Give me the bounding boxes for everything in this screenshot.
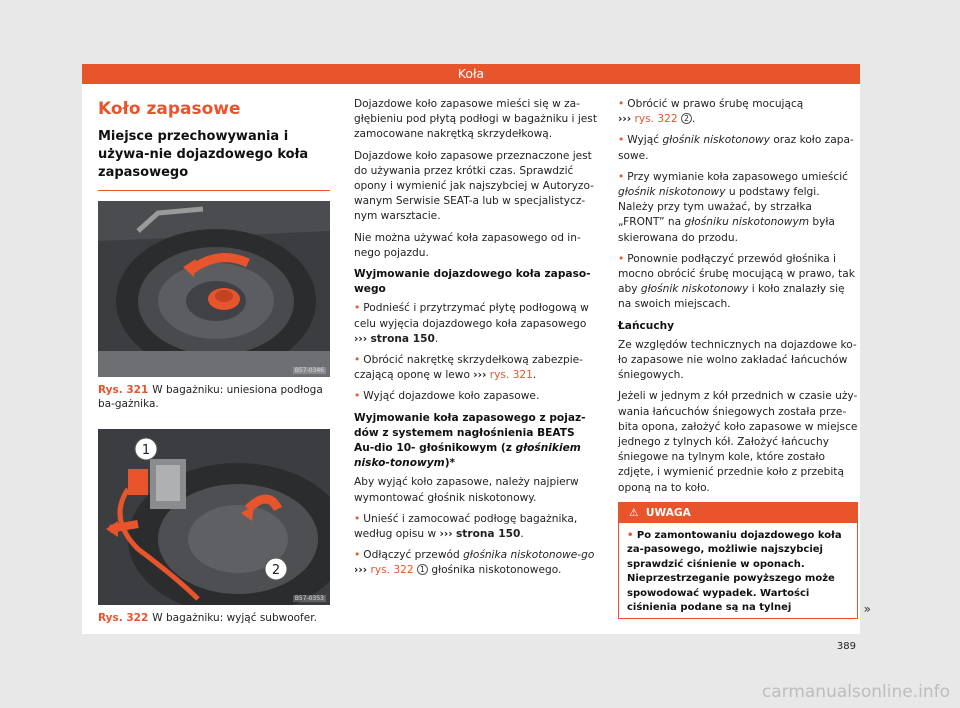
warning-icon: ⚠: [629, 506, 639, 519]
xref-link[interactable]: ›››: [439, 528, 453, 541]
list-item: • Przy wymianie koła zapasowego umieścić głośnik niskotonowy u podstawy felgi. Należy przy tym uważać, by strzałka „FRONT” na głośniku niskotonowym była skierowana do przodu.: [618, 170, 848, 244]
chapter-header: Koła: [82, 64, 860, 84]
paragraph: Dojazdowe koło zapasowe mieści się w za-głębieniu pod płytą podłogi w bagażniku i jest zamocowane nakrętką skrzydełkową.: [354, 98, 597, 141]
figure-caption: [98, 383, 330, 411]
xref-link[interactable]: rys. 322: [370, 564, 414, 577]
xref-link[interactable]: rys. 322: [634, 113, 678, 126]
watermark: carmanualsonline.info: [761, 682, 950, 702]
paragraph: Jeżeli w jednym z kół przednich w czasie uży-wania łańcuchów śniegowych została prze-bita opona, założyć koło zapasowe w miejsce jednego z tylnych kół. Założyć łańcuchy śniegowe na tylnym kole, które zostało zdjęte, i wymienić przednie koło z przebitą oponą na to koło.: [618, 390, 858, 494]
page-number: 389: [836, 641, 856, 652]
figure-code: B57-0346: [294, 367, 324, 374]
list-item: • Wyjąć głośnik niskotonowy oraz koło zapa-sowe.: [618, 134, 854, 162]
paragraph: Ze względów technicznych na dojazdowe ko-ło zapasowe nie wolno zakładać łańcuchów śniegowych.: [618, 338, 857, 382]
list-item: • Obrócić nakrętkę skrzydełkową zabezpie-czającą oponę w lewo ››› rys. 321.: [354, 354, 583, 382]
list-item: • Ponownie podłączyć przewód głośnika i mocno obrócić śrubę mocującą w prawo, tak aby głośnik niskotonowy i koło znalazły się na swoich miejscach.: [618, 252, 855, 311]
list-item: • Obrócić w prawo śrubę mocującą ››› rys. 322 2 .: [618, 98, 804, 126]
figure-number: Rys. 322: [98, 612, 149, 624]
callout-marker: 1: [417, 564, 428, 575]
step-heading: Wyjmowanie koła zapasowego z pojaz-dów z systemem nagłośnienia BEATS Au-dio 10- głośnikowym (z głośnikiem nisko-tonowym)*: [354, 411, 586, 470]
warning-body: • Po zamontowaniu dojazdowego koła za-pasowego, możliwie najszybciej sprawdzić ciśnienie w oponach. Nieprzestrzeganie powyższego może spowodować wypadek. Wartości ciśnienia podane są na tylnej: [627, 529, 842, 614]
list-item: • Wyjąć dojazdowe koło zapasowe.: [354, 390, 540, 403]
marker-2: 2: [271, 563, 281, 578]
list-item: • Podnieść i przytrzymać płytę podłogową w celu wyjęcia dojazdowego koła zapasowego ››› strona 150.: [354, 302, 589, 345]
paragraph: Dojazdowe koło zapasowe przeznaczone jest do używania przez krótki czas. Sprawdzić opony i wymienić jak najszybciej w Autoryzo-wanym Serwisie SEAT-a lub w specjalistycz-nym warsztacie.: [354, 149, 594, 223]
figure-321: [98, 201, 330, 377]
left-column: [98, 98, 330, 625]
subsection-title: Miejsce przechowywania i używa-nie dojazdowego koła zapasowego: [98, 128, 330, 191]
caption-text: W bagażniku: uniesiona podłoga ba-gażnika.: [98, 384, 323, 410]
xref-link[interactable]: ›››: [354, 332, 368, 345]
figure-caption: [98, 611, 330, 625]
figure-code: B57-0353: [294, 595, 324, 602]
xref-link[interactable]: rys. 321: [489, 369, 533, 382]
section-heading: Łańcuchy: [618, 319, 675, 332]
continue-icon: »: [863, 601, 871, 616]
manual-page: [82, 64, 871, 652]
callout-marker: 2: [681, 113, 692, 124]
xref-link[interactable]: strona 150: [370, 332, 435, 345]
paragraph: Aby wyjąć koło zapasowe, należy najpierw wymontować głośnik niskotonowy.: [354, 476, 579, 504]
list-item: • Odłączyć przewód głośnika niskotonowe-go ››› rys. 322 1 głośnika niskotonowego.: [354, 549, 595, 577]
warning-box: [618, 502, 871, 619]
step-heading: Wyjmowanie dojazdowego koła zapaso-wego: [354, 268, 591, 296]
spare-wheel-illustration: [98, 201, 330, 377]
marker-1: 1: [141, 443, 151, 458]
caption-text: W bagażniku: wyjąć subwoofer.: [152, 612, 317, 624]
figure-322: [98, 429, 330, 605]
section-title: Koło zapasowe: [98, 99, 241, 119]
warning-header: ⚠ UWAGA: [619, 503, 857, 523]
xref-link[interactable]: strona 150: [456, 528, 521, 541]
paragraph: Nie można używać koła zapasowego od in-nego pojazdu.: [354, 231, 581, 259]
middle-column: [354, 97, 598, 585]
figure-number: Rys. 321: [98, 384, 149, 396]
subwoofer-illustration: [98, 429, 330, 605]
right-column: [618, 97, 871, 619]
list-item: • Unieść i zamocować podłogę bagażnika, według opisu w ››› strona 150.: [354, 512, 578, 541]
